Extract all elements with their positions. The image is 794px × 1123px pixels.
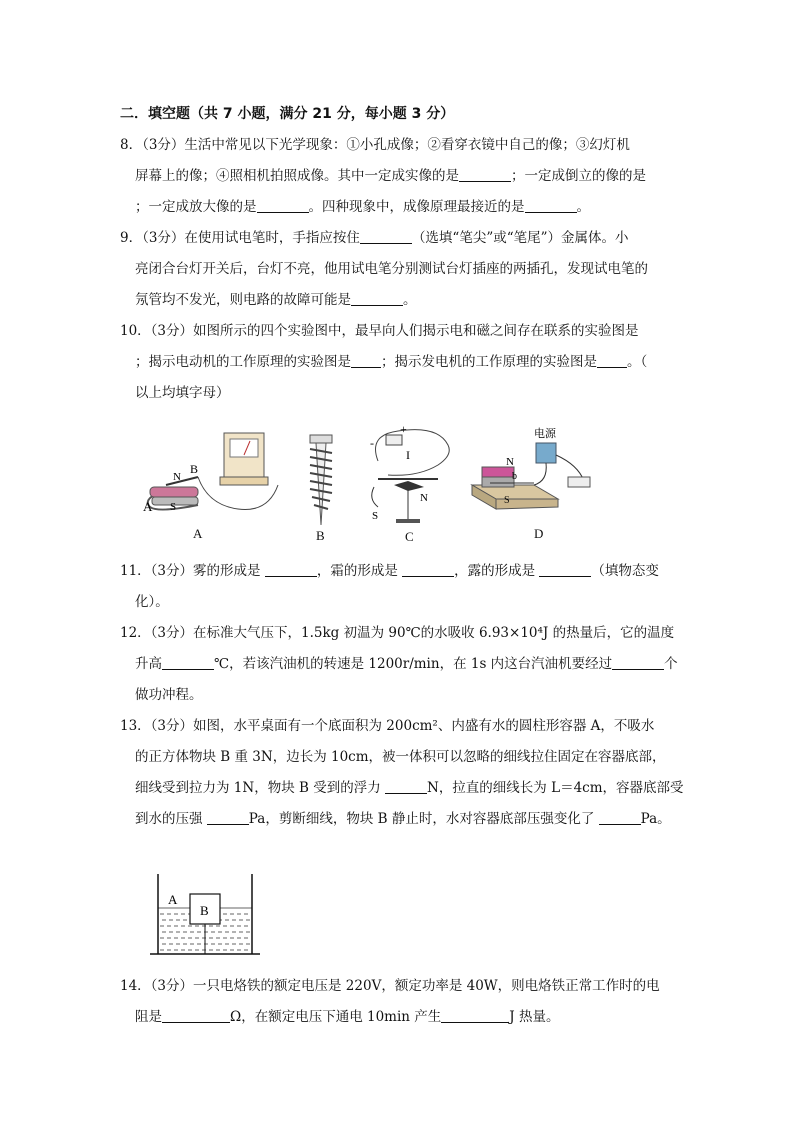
answer-blank[interactable] [459,167,511,182]
q13-line3 [120,773,684,804]
q8-text: ；一定成倒立的像的是 [511,168,646,184]
label-a-small: A [143,499,153,514]
q11-line2: 化）。 [135,594,169,610]
q11-line1 [120,556,680,587]
q12-text: 升高 [135,656,162,672]
answer-blank[interactable] [360,229,412,244]
q8-text: ；一定成放大像的是 [135,199,257,215]
label-n: N [420,492,428,504]
figure-d-motor [472,426,590,509]
answer-blank[interactable] [351,291,403,306]
q12-line3: 做功冲程。 [135,687,203,703]
answer-blank[interactable] [525,198,577,213]
answer-blank[interactable] [351,353,381,368]
label-plus: + [400,425,407,436]
q10-line1: 10．（3分）如图所示的四个实验图中，最早向人们揭示电和磁之间存在联系的实验图是 [120,323,639,339]
q12-text: 个 [664,656,678,672]
question-10 [120,316,680,409]
q13-text: Pa。 [640,811,671,827]
q13-text: Pa，剪断细线，物块 B 静止时，水对容器底部压强变化了 [248,811,595,827]
q13-text: N，拉直的细线长为 L＝4cm，容器底部受 [427,780,684,796]
q8-text: 屏幕上的像；④照相机拍照成像。其中一定成实像的是 [135,168,459,184]
answer-blank[interactable] [162,655,214,670]
answer-blank[interactable] [162,1008,230,1023]
q13-line4 [120,804,680,835]
q13-text: 到水的压强 [135,811,203,827]
figure-label-b: B [316,528,325,543]
question-8 [120,130,680,223]
q9-text: 9．（3分）在使用试电笔时，手指应按住 [120,230,360,246]
label-current-i: I [406,448,410,462]
figure-b-electromagnet [310,435,332,525]
q10-text: ；揭示发电机的工作原理的实验图是 [381,354,597,370]
label-container-a: A [168,892,178,907]
q10-line2 [120,347,680,378]
q14-text: J 热量。 [509,1009,560,1025]
q8-line1: 8．（3分）生活中常见以下光学现象：①小孔成像；②看穿衣镜中自己的像；③幻灯机 [120,137,630,153]
answer-blank[interactable] [207,810,249,825]
q8-line2 [120,161,680,192]
q8-text: 。 [576,199,590,215]
q11-text: 11．（3分）雾的形成是 [120,563,261,579]
q10-line3: 以上均填字母） [135,385,230,401]
q8-line3 [120,192,680,223]
q13-line2: 的正方体物块 B 重 3N，边长为 10cm，被一体积可以忽略的细线拉住固定在容器底部， [135,749,666,765]
figure-c-oersted [370,425,449,523]
q9-line1 [120,223,680,254]
label-b: B [190,462,199,476]
q12-line2 [120,649,680,680]
q13-line1: 13．（3分）如图，水平桌面有一个底面积为 200cm²、内盛有水的圆柱形容器 A，不吸水 [120,718,655,734]
q11-text: （填物态变 [591,563,659,579]
q14-text: 阻是 [135,1009,162,1025]
q11-text: ，露的形成是 [454,563,536,579]
answer-blank[interactable] [385,779,427,794]
question-11 [120,556,680,618]
q13-container-figure [150,868,260,960]
q14-text: Ω，在额定电压下通电 10min 产生 [230,1009,442,1025]
label-power-supply: 电源 [534,428,556,440]
question-12 [120,618,680,711]
answer-blank[interactable] [599,810,641,825]
q10-text: 。（ [627,354,648,370]
label-n: N [506,456,514,468]
figure-label-a: A [193,526,203,541]
label-b-small: b [512,471,517,482]
figure-label-c: C [405,529,414,544]
label-s: S [170,501,177,513]
q13-text: 细线受到拉力为 1N，物块 B 受到的浮力 [135,780,381,796]
label-n: N [173,471,181,483]
answer-blank[interactable] [441,1008,509,1023]
section-title: 二．填空题（共 7 小题，满分 21 分，每小题 3 分） [120,106,455,122]
q12-text: ℃，若该汽油机的转速是 1200r/min，在 1s 内这台汽油机要经过 [214,656,613,672]
q9-line3 [120,285,680,316]
label-minus: - [370,436,374,450]
label-block-b: B [200,903,209,918]
q8-text: 。四种现象中，成像原理最接近的是 [308,199,525,215]
q14-line2 [120,1002,680,1033]
answer-blank[interactable] [597,353,627,368]
q9-text: 。 [403,292,417,308]
question-13 [120,711,684,835]
label-s: S [372,510,379,522]
answer-blank[interactable] [402,562,454,577]
question-14 [120,971,680,1033]
q9-text: （选填“笔尖”或“笔尾”）金属体。小 [411,230,629,246]
label-s: S [504,495,510,506]
answer-blank[interactable] [612,655,664,670]
figure-label-d: D [534,526,544,541]
answer-blank[interactable] [265,562,317,577]
q14-line1: 14．（3分）一只电烙铁的额定电压是 220V，额定功率是 40W，则电烙铁正常工作时的电 [120,978,660,994]
answer-blank[interactable] [257,198,309,213]
answer-blank[interactable] [539,562,591,577]
q10-text: ；揭示电动机的工作原理的实验图是 [135,354,351,370]
figure-a-induction [143,433,278,514]
q9-text: 氖管均不发光，则电路的故障可能是 [135,292,351,308]
question-9 [120,223,680,316]
q12-line1: 12．（3分）在标准大气压下，1.5kg 初温为 90℃的水吸收 6.93×10⁴J 的热量后，它的温度 [120,625,675,641]
q11-text: ，霜的形成是 [316,563,398,579]
q9-line2: 亮闭合台灯开关后，台灯不亮，他用试电笔分别测试台灯插座的两插孔，发现试电笔的 [135,261,648,277]
